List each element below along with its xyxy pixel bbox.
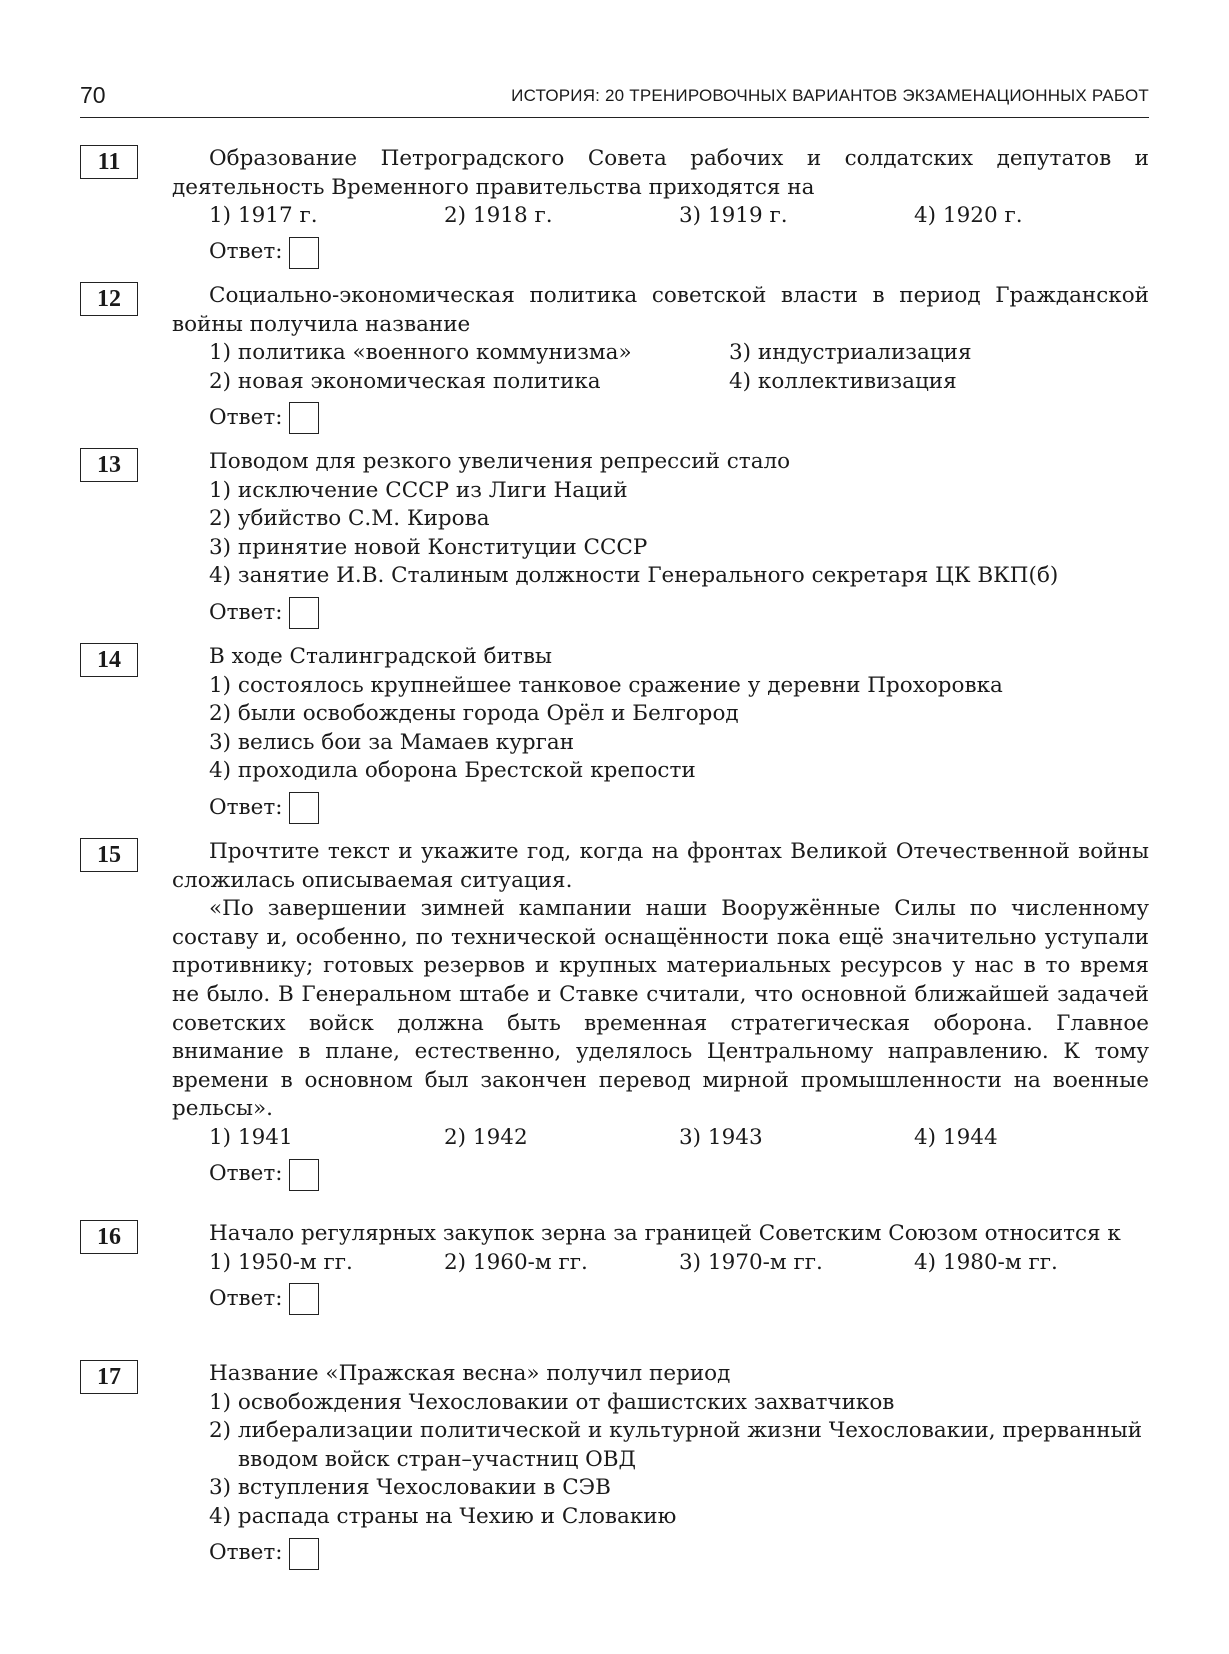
option-3[interactable]: 3) принятие новой Конституции СССР: [209, 534, 648, 560]
question-16: [80, 1220, 1149, 1317]
source-quote: «По завершении зимней кампании наши Вооружённые Силы по численному составу и, особенно, по технической оснащённости пока ещё значительно уступали противнику; готовых резервов и крупных материальных ресурсов у нас в то время не было. В Генеральном штабе и Ставке считали, что основной ближайшей задачей советских войск должна быть временная стратегическая оборона. Главное внимание в плане, естественно, уделялось Центральному направлению. К тому времени в основном был закончен перевод мирной промышленности на военные рельсы».: [172, 896, 1149, 1122]
answer-label: Ответ:: [209, 599, 283, 625]
question-stem: Образование Петроградского Совета рабочих и солдатских депутатов и деятельность Временного правительства приходятся на: [172, 146, 1149, 200]
answer-label: Ответ:: [209, 405, 283, 431]
option-1[interactable]: 1) 1917 г.: [209, 203, 318, 229]
answer-box[interactable]: [289, 597, 319, 629]
answer-row: [209, 790, 1149, 826]
option-3[interactable]: 3) вступления Чехословакии в СЭВ: [209, 1475, 611, 1501]
header-rule: [80, 117, 1149, 118]
answer-row: [209, 235, 1149, 271]
answer-box[interactable]: [289, 792, 319, 824]
question-stem: Прочтите текст и укажите год, когда на фронтах Великой Отечественной войны сложилась описываемая ситуация.: [172, 839, 1149, 893]
answer-box[interactable]: [289, 1159, 319, 1191]
option-2[interactable]: 2) были освобождены города Орёл и Белгород: [209, 701, 739, 727]
option-4[interactable]: 4) коллективизация: [729, 368, 957, 394]
option-1[interactable]: 1) освобождения Чехословакии от фашистских захватчиков: [209, 1389, 895, 1415]
option-1[interactable]: 1) 1950-м гг.: [209, 1249, 353, 1275]
question-11: [80, 145, 1149, 271]
option-3[interactable]: 3) 1970-м гг.: [679, 1249, 823, 1275]
options: [209, 202, 1149, 231]
question-number: 13: [80, 448, 138, 482]
option-2[interactable]: 2) либерализации политической и культурной жизни Чехословакии, прерванный вводом войск стран–участниц ОВД: [209, 1418, 1143, 1472]
option-2[interactable]: 2) 1942: [444, 1124, 528, 1150]
options: [209, 1249, 1149, 1278]
question-number: 17: [80, 1360, 138, 1394]
question-17: [80, 1360, 1149, 1572]
answer-row: [209, 400, 1149, 436]
answer-label: Ответ:: [209, 239, 283, 265]
option-4[interactable]: 4) 1920 г.: [914, 203, 1023, 229]
question-stem: Название «Пражская весна» получил период: [209, 1361, 731, 1386]
question-number: 12: [80, 282, 138, 316]
question-number: 15: [80, 838, 138, 872]
answer-label: Ответ:: [209, 1161, 283, 1187]
question-15: [80, 838, 1149, 1193]
option-4[interactable]: 4) распада страны на Чехию и Словакию: [209, 1503, 677, 1529]
question-stem: В ходе Сталинградской битвы: [209, 644, 553, 669]
answer-row: [209, 1536, 1149, 1572]
option-4[interactable]: 4) 1944: [914, 1124, 998, 1150]
answer-row: [209, 595, 1149, 631]
options: [209, 1124, 1149, 1153]
answer-box[interactable]: [289, 1538, 319, 1570]
option-4[interactable]: 4) 1980-м гг.: [914, 1249, 1058, 1275]
answer-row: [209, 1281, 1149, 1317]
option-1[interactable]: 1) состоялось крупнейшее танковое сражение у деревни Прохоровка: [209, 672, 1003, 698]
option-3[interactable]: 3) велись бои за Мамаев курган: [209, 729, 575, 755]
option-3[interactable]: 3) индустриализация: [729, 340, 972, 366]
answer-box[interactable]: [289, 402, 319, 434]
answer-label: Ответ:: [209, 1285, 283, 1311]
option-2[interactable]: 2) 1918 г.: [444, 203, 553, 229]
question-number: 14: [80, 643, 138, 677]
answer-box[interactable]: [289, 1283, 319, 1315]
page-number: 70: [80, 82, 106, 108]
option-1[interactable]: 1) исключение СССР из Лиги Наций: [209, 477, 628, 503]
answer-box[interactable]: [289, 237, 319, 269]
option-4[interactable]: 4) проходила оборона Брестской крепости: [209, 758, 696, 784]
option-2[interactable]: 2) новая экономическая политика: [209, 368, 601, 394]
answer-row: [209, 1157, 1149, 1193]
option-1[interactable]: 1) 1941: [209, 1124, 293, 1150]
question-number: 16: [80, 1220, 138, 1254]
question-13: [80, 448, 1149, 631]
question-12: [80, 282, 1149, 436]
question-stem: Социально-экономическая политика советской власти в период Гражданской войны получила название: [172, 283, 1149, 337]
option-1[interactable]: 1) политика «военного коммунизма»: [209, 340, 632, 366]
page-header: [80, 82, 1149, 112]
answer-label: Ответ:: [209, 794, 283, 820]
option-4[interactable]: 4) занятие И.В. Сталиным должности Генерального секретаря ЦК ВКП(б): [209, 563, 1059, 589]
question-number: 11: [80, 145, 138, 179]
answer-label: Ответ:: [209, 1540, 283, 1566]
question-stem: Начало регулярных закупок зерна за границей Советским Союзом относится к: [209, 1221, 1121, 1246]
question-14: [80, 643, 1149, 826]
option-2[interactable]: 2) убийство С.М. Кирова: [209, 506, 490, 532]
option-3[interactable]: 3) 1943: [679, 1124, 763, 1150]
option-2[interactable]: 2) 1960-м гг.: [444, 1249, 588, 1275]
question-stem: Поводом для резкого увеличения репрессий стало: [209, 449, 791, 474]
option-3[interactable]: 3) 1919 г.: [679, 203, 788, 229]
running-title: ИСТОРИЯ: 20 ТРЕНИРОВОЧНЫХ ВАРИАНТОВ ЭКЗАМЕНАЦИОННЫХ РАБОТ: [511, 86, 1149, 105]
